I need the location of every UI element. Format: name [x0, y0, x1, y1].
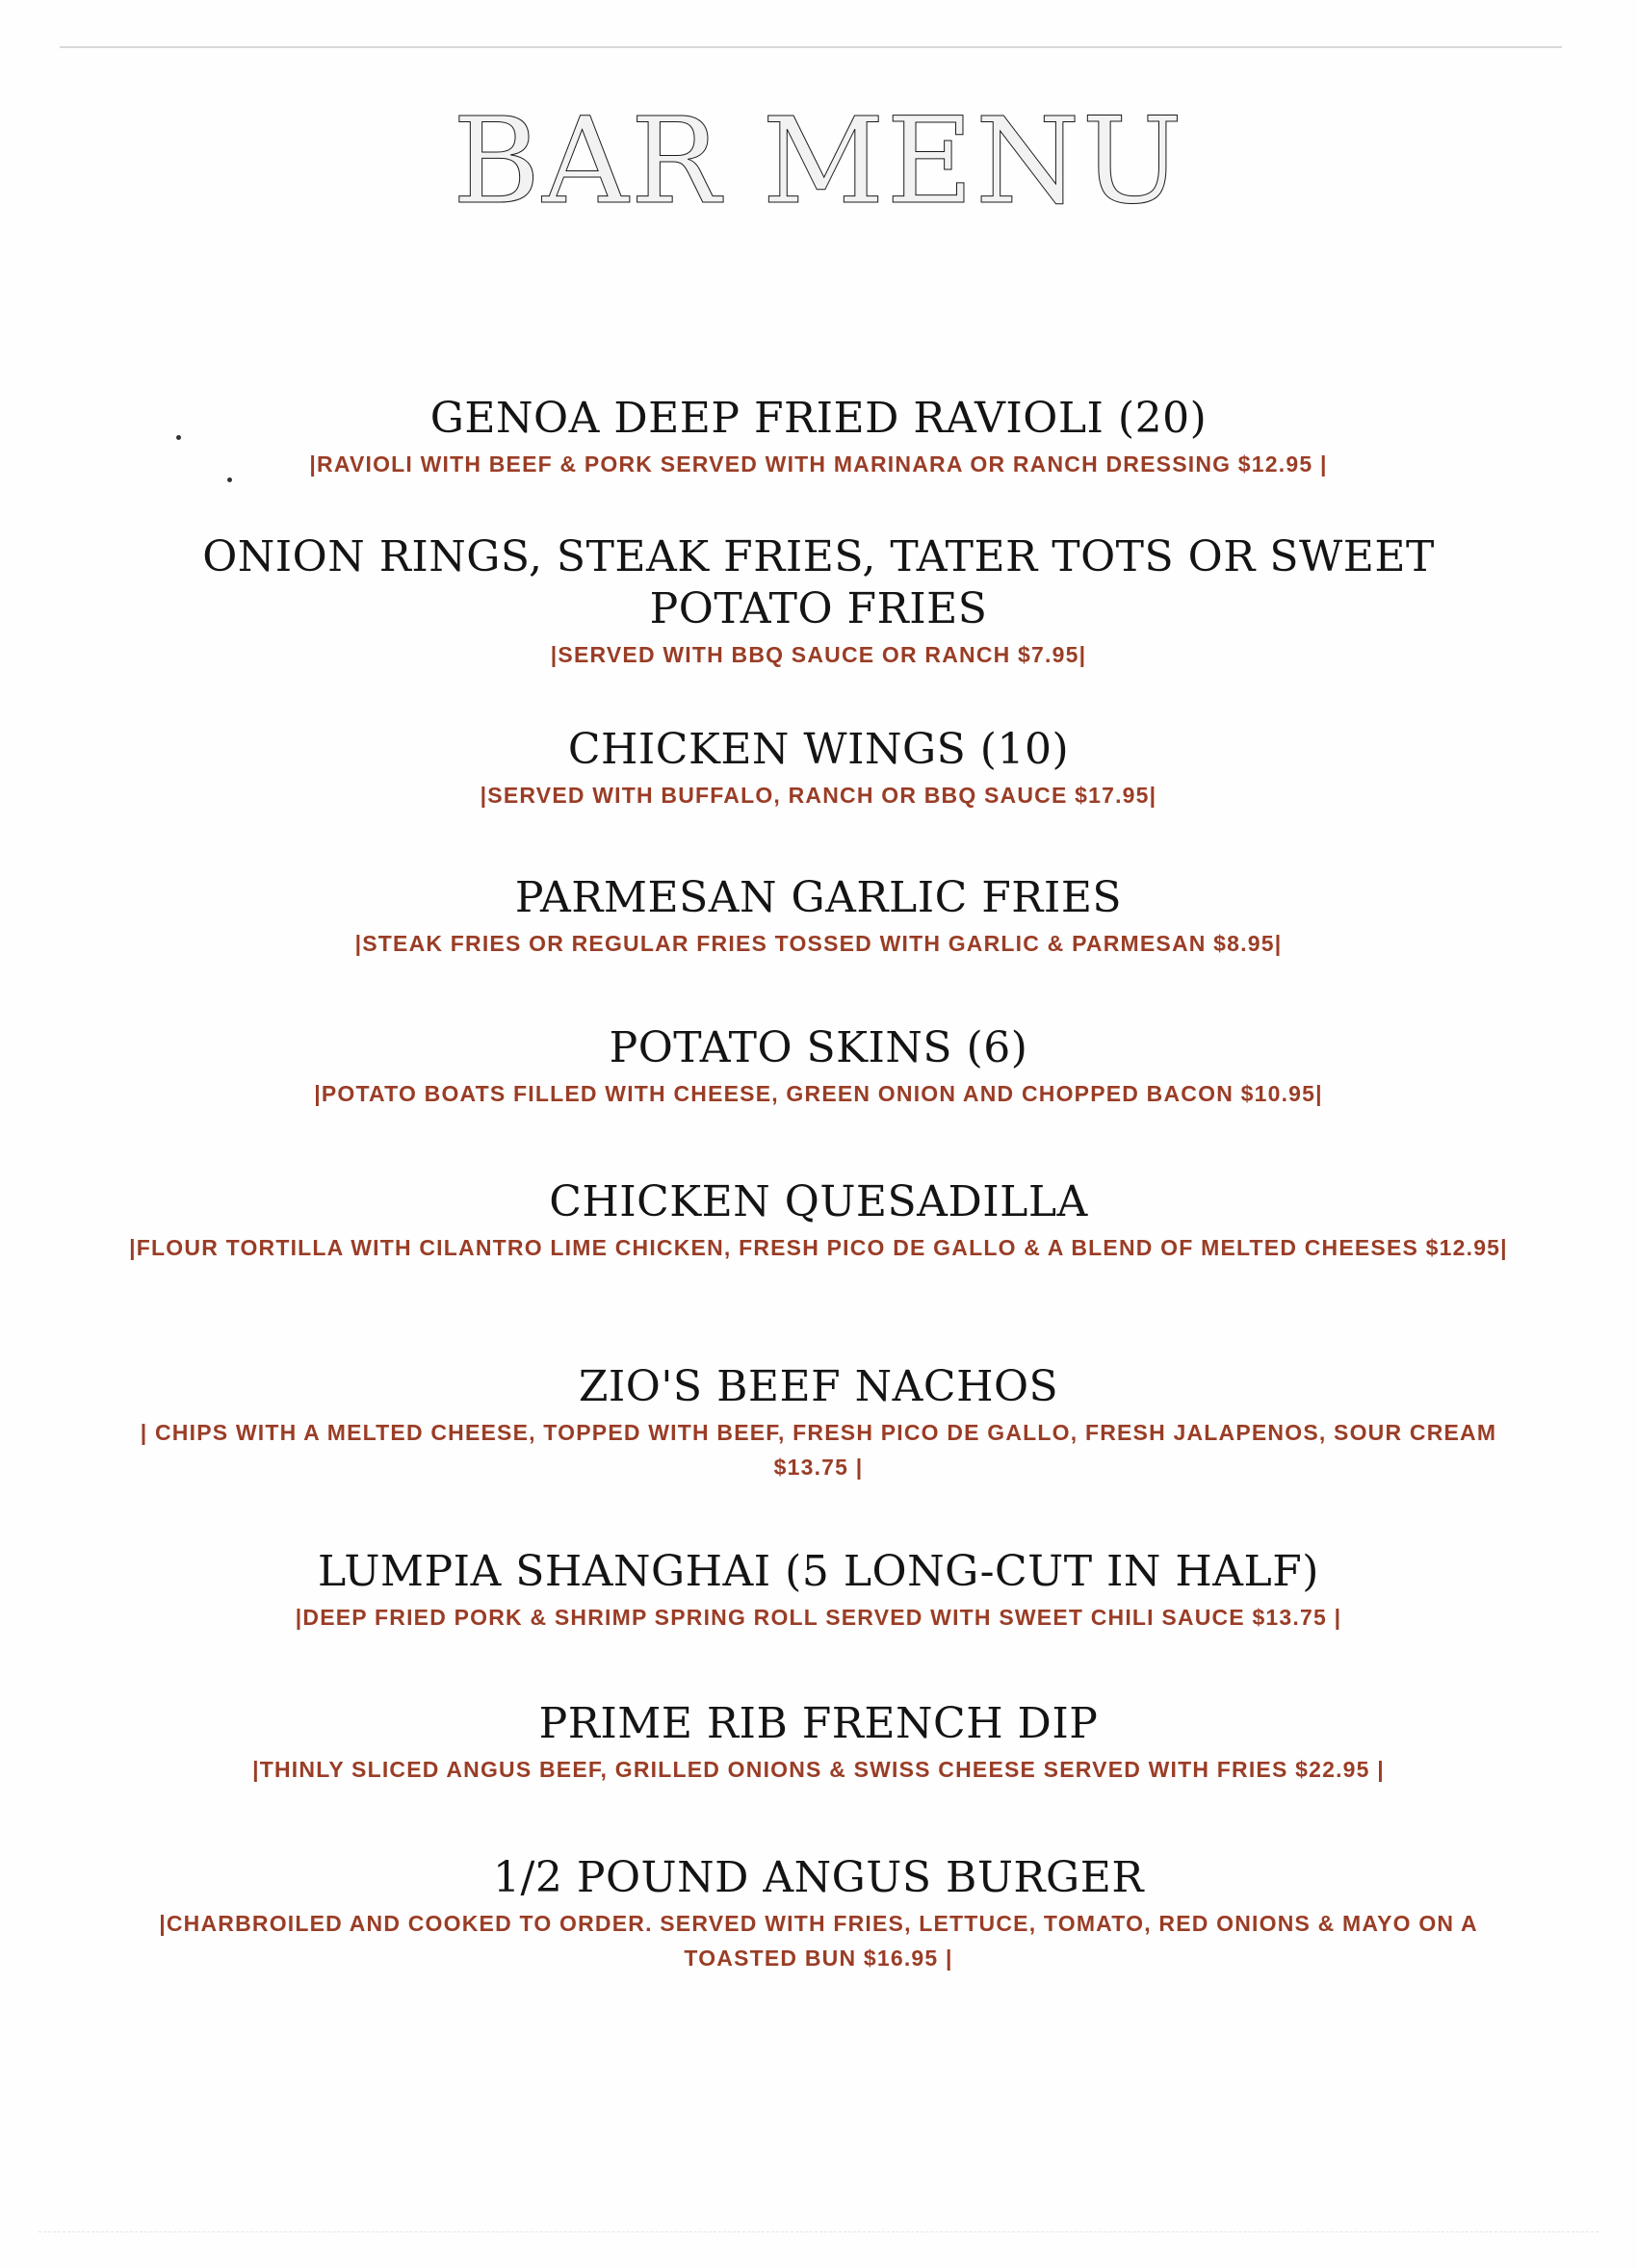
- item-description: |SERVED WITH BBQ SAUCE OR RANCH $7.95|: [550, 642, 1087, 667]
- item-description: |STEAK FRIES OR REGULAR FRIES TOSSED WITH GARLIC & PARMESAN $8.95|: [354, 931, 1283, 956]
- top-border-line: [60, 46, 1562, 48]
- menu-item-ravioli: [144, 393, 1493, 481]
- menu-item-quesadilla: [116, 1176, 1521, 1265]
- item-description: |RAVIOLI WITH BEEF & PORK SERVED WITH MARINARA OR RANCH DRESSING $12.95 |: [309, 451, 1328, 477]
- menu-item-potato-skins: [144, 1022, 1493, 1111]
- item-name: ONION RINGS, STEAK FRIES, TATER TOTS OR SWEET POTATO FRIES: [202, 532, 1435, 633]
- item-description: |FLOUR TORTILLA WITH CILANTRO LIME CHICKEN, FRESH PICO DE GALLO & A BLEND OF MELTED CHEESES $12.95|: [129, 1235, 1508, 1260]
- item-name: CHICKEN WINGS (10): [567, 725, 1070, 774]
- menu-item-sides: [116, 531, 1521, 672]
- menu-item-french-dip: [144, 1698, 1493, 1787]
- menu-item-nachos: [116, 1361, 1521, 1484]
- item-name: GENOA DEEP FRIED RAVIOLI (20): [429, 394, 1208, 443]
- item-name: ZIO'S BEEF NACHOS: [578, 1362, 1059, 1411]
- menu-title: BAR MENU: [453, 92, 1184, 231]
- item-name: 1/2 POUND ANGUS BURGER: [493, 1853, 1144, 1902]
- item-name: CHICKEN QUESADILLA: [549, 1177, 1088, 1226]
- menu-item-burger: [116, 1852, 1521, 1975]
- item-description: |THINLY SLICED ANGUS BEEF, GRILLED ONIONS & SWISS CHEESE SERVED WITH FRIES $22.95 |: [252, 1757, 1385, 1782]
- item-description: |POTATO BOATS FILLED WITH CHEESE, GREEN ONION AND CHOPPED BACON $10.95|: [314, 1081, 1323, 1106]
- item-name: PARMESAN GARLIC FRIES: [514, 873, 1123, 922]
- item-description: |SERVED WITH BUFFALO, RANCH OR BBQ SAUCE $17.95|: [480, 783, 1157, 808]
- item-name: PRIME RIB FRENCH DIP: [538, 1699, 1099, 1748]
- item-name: POTATO SKINS (6): [609, 1023, 1028, 1072]
- menu-item-garlic-fries: [144, 872, 1493, 961]
- item-name: LUMPIA SHANGHAI (5 LONG-CUT IN HALF): [318, 1547, 1319, 1596]
- menu-item-lumpia: [144, 1546, 1493, 1635]
- item-description: |CHARBROILED AND COOKED TO ORDER. SERVED WITH FRIES, LETTUCE, TOMATO, RED ONIONS & MAYO ON A TOASTED BUN $16.95 |: [159, 1911, 1478, 1971]
- item-description: | CHIPS WITH A MELTED CHEESE, TOPPED WITH BEEF, FRESH PICO DE GALLO, FRESH JALAPENOS, SOUR CREAM $13.75 |: [140, 1420, 1497, 1480]
- item-description: |DEEP FRIED PORK & SHRIMP SPRING ROLL SERVED WITH SWEET CHILI SAUCE $13.75 |: [295, 1605, 1342, 1630]
- bottom-border-line: [39, 2231, 1598, 2232]
- menu-item-wings: [144, 724, 1493, 812]
